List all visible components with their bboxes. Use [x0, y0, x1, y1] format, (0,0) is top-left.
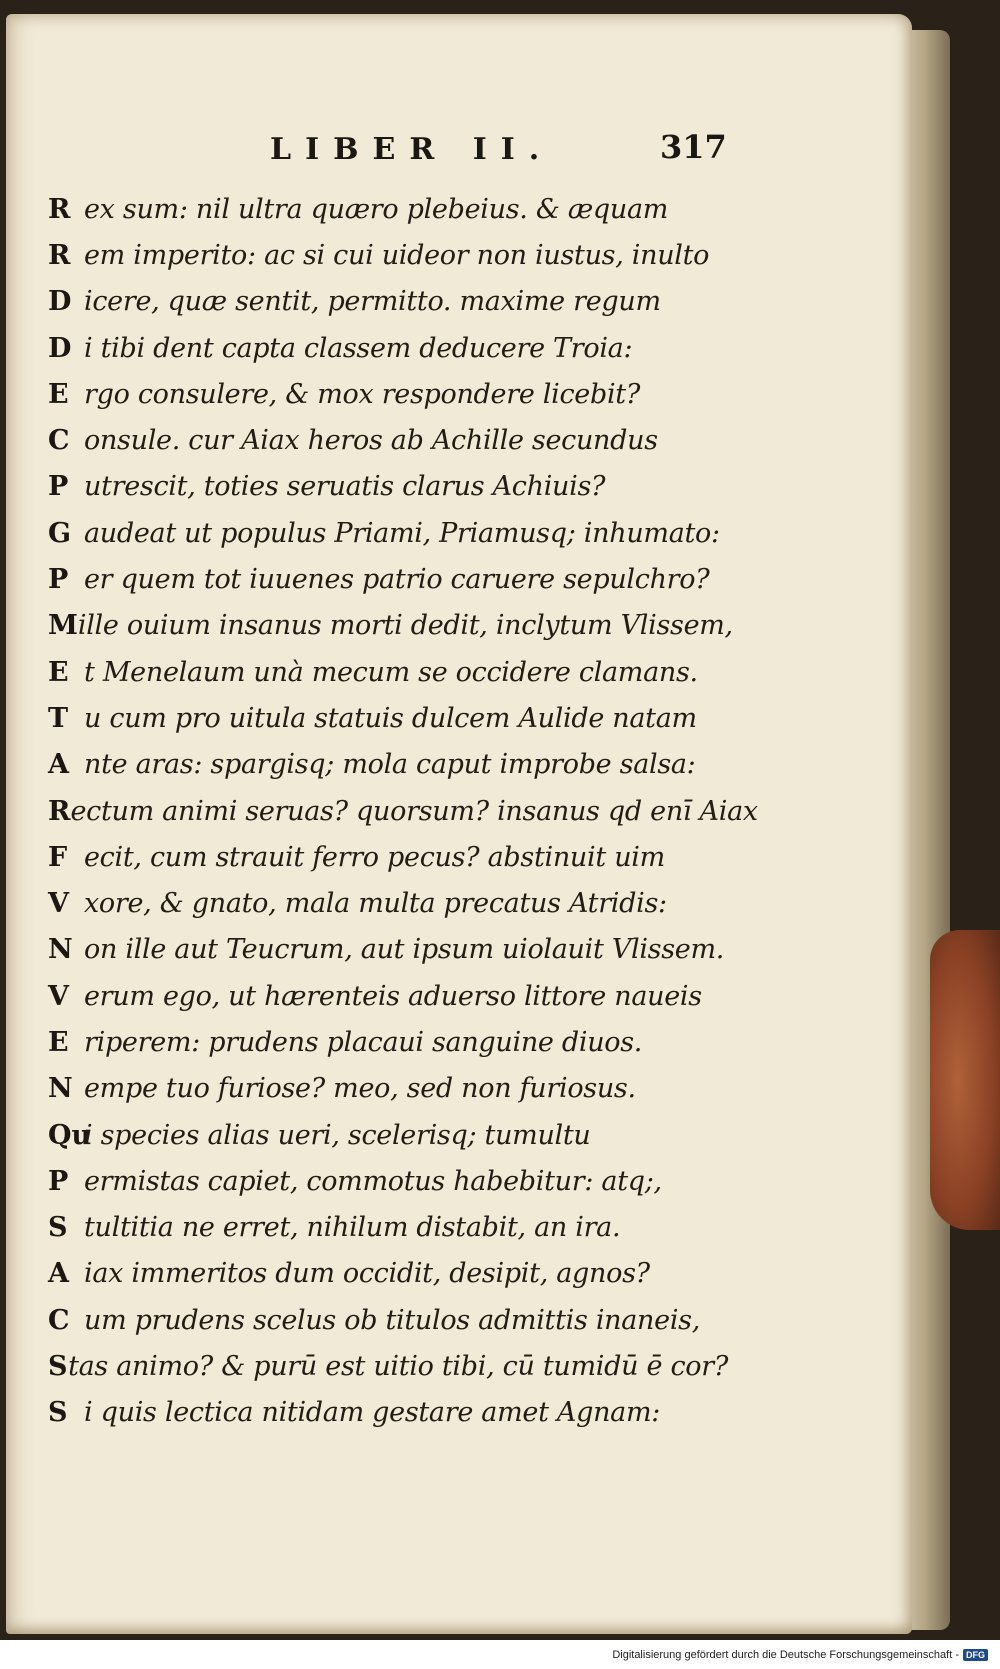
verse-initial: G	[48, 517, 72, 549]
verse-text: onsule. cur Aiax heros ab Achille secundus	[84, 425, 658, 457]
holding-thumb	[930, 930, 1000, 1230]
verse-line	[48, 1343, 728, 1389]
verse-line	[48, 1297, 728, 1343]
verse-text: er quem tot iuuenes patrio caruere sepulchro?	[84, 564, 710, 596]
verse-initial: C	[48, 425, 70, 457]
verse-initial: E	[48, 1026, 69, 1058]
verse-initial: Qu	[48, 1119, 92, 1151]
verse-initial: D	[48, 286, 72, 318]
verse-line	[48, 1390, 728, 1436]
verse-line	[48, 556, 728, 602]
verse-text: em imperito: ac si cui uideor non iustus, inulto	[84, 239, 710, 271]
page-number: 317	[660, 128, 727, 166]
verse-text: tas animo? & purū est uitio tibi, cū tumidū ē cor?	[68, 1351, 728, 1383]
verse-text: erum ego, ut hærenteis aduerso littore naueis	[84, 980, 702, 1012]
verse-initial: N	[48, 934, 73, 966]
verse-text: i quis lectica nitidam gestare amet Agnam:	[84, 1397, 661, 1429]
verse-text: xore, & gnato, mala multa precatus Atridis:	[84, 888, 667, 920]
verse-line	[48, 603, 733, 649]
verse-initial: C	[48, 1304, 70, 1336]
verse-block	[48, 186, 758, 1436]
verse-text: ecit, cum strauit ferro pecus? abstinuit uim	[84, 841, 665, 873]
verse-text: utrescit, toties seruatis clarus Achiuis?	[84, 471, 606, 503]
verse-line	[48, 834, 728, 880]
verse-text: ille ouium insanus morti dedit, inclytum Vlissem,	[77, 610, 733, 642]
verse-text: riperem: prudens placaui sanguine diuos.	[84, 1026, 643, 1058]
verse-initial: D	[48, 332, 72, 364]
verse-line	[48, 186, 728, 232]
verse-text: u cum pro uitula statuis dulcem Aulide natam	[84, 702, 697, 734]
verse-text: ex sum: nil ultra quæro plebeius. & æquam	[84, 193, 669, 225]
verse-text: t Menelaum unà mecum se occidere clamans.	[84, 656, 698, 688]
verse-initial: S	[48, 1351, 68, 1383]
verse-text: on ille aut Teucrum, aut ipsum uiolauit Vlissem.	[84, 934, 725, 966]
verse-initial: P	[48, 564, 69, 596]
verse-initial: S	[48, 1212, 68, 1244]
verse-line	[48, 742, 728, 788]
verse-initial: V	[48, 980, 69, 1012]
verse-line	[48, 417, 728, 463]
running-head: LIBER II.	[270, 132, 554, 167]
verse-initial: R	[48, 795, 71, 827]
verse-line	[48, 695, 728, 741]
book-fore-edge	[908, 30, 950, 1630]
verse-text: rgo consulere, & mox respondere licebit?	[84, 378, 641, 410]
verse-line	[48, 1066, 728, 1112]
verse-text: ectum animi seruas? quorsum? insanus qd enī Aiax	[70, 795, 758, 827]
verse-line	[48, 279, 728, 325]
page-header	[0, 128, 912, 182]
verse-text: audeat ut populus Priami, Priamusq; inhumato:	[84, 517, 720, 549]
verse-text: um prudens scelus ob titulos admittis inaneis,	[84, 1304, 700, 1336]
verse-initial: P	[48, 471, 69, 503]
verse-initial: A	[48, 1258, 69, 1290]
verse-initial: A	[48, 749, 69, 781]
verse-initial: M	[48, 610, 78, 642]
credit-text: Digitalisierung gefördert durch die Deutsche Forschungsgemeinschaft -	[612, 1649, 959, 1661]
verse-line	[48, 649, 728, 695]
verse-text: iax immeritos dum occidit, desipit, agnos?	[84, 1258, 650, 1290]
verse-line	[48, 1251, 728, 1297]
verse-line	[48, 880, 728, 926]
verse-initial: F	[48, 841, 68, 873]
verse-line	[48, 788, 758, 834]
verse-initial: E	[48, 378, 69, 410]
verse-line	[48, 1205, 728, 1251]
verse-text: nte aras: spargisq; mola caput improbe salsa:	[84, 749, 696, 781]
verse-line	[48, 325, 728, 371]
verse-line	[48, 1112, 728, 1158]
verse-text: i species alias ueri, scelerisq; tumultu	[84, 1119, 591, 1151]
verse-text: empe tuo furiose? meo, sed non furiosus.	[84, 1073, 636, 1105]
verse-initial: E	[48, 656, 69, 688]
verse-text: ermistas capiet, commotus habebitur: atq;,	[84, 1165, 662, 1197]
verse-text: icere, quæ sentit, permitto. maxime regum	[84, 286, 661, 318]
verse-initial: P	[48, 1165, 69, 1197]
verse-line	[48, 1158, 728, 1204]
verse-text: i tibi dent capta classem deducere Troia:	[84, 332, 633, 364]
digitization-credit	[612, 1649, 988, 1661]
verse-line	[48, 973, 728, 1019]
verse-initial: N	[48, 1073, 73, 1105]
verse-initial: R	[48, 193, 71, 225]
dfg-logo: DFG	[963, 1649, 988, 1661]
verse-text: tultitia ne erret, nihilum distabit, an ira.	[84, 1212, 621, 1244]
verse-initial: R	[48, 239, 71, 271]
verse-line	[48, 464, 728, 510]
verse-line	[48, 232, 728, 278]
verse-line	[48, 371, 728, 417]
verse-initial: V	[48, 888, 69, 920]
verse-line	[48, 510, 728, 556]
verse-line	[48, 927, 728, 973]
verse-initial: S	[48, 1397, 68, 1429]
verse-initial: T	[48, 702, 69, 734]
verse-line	[48, 1019, 728, 1065]
